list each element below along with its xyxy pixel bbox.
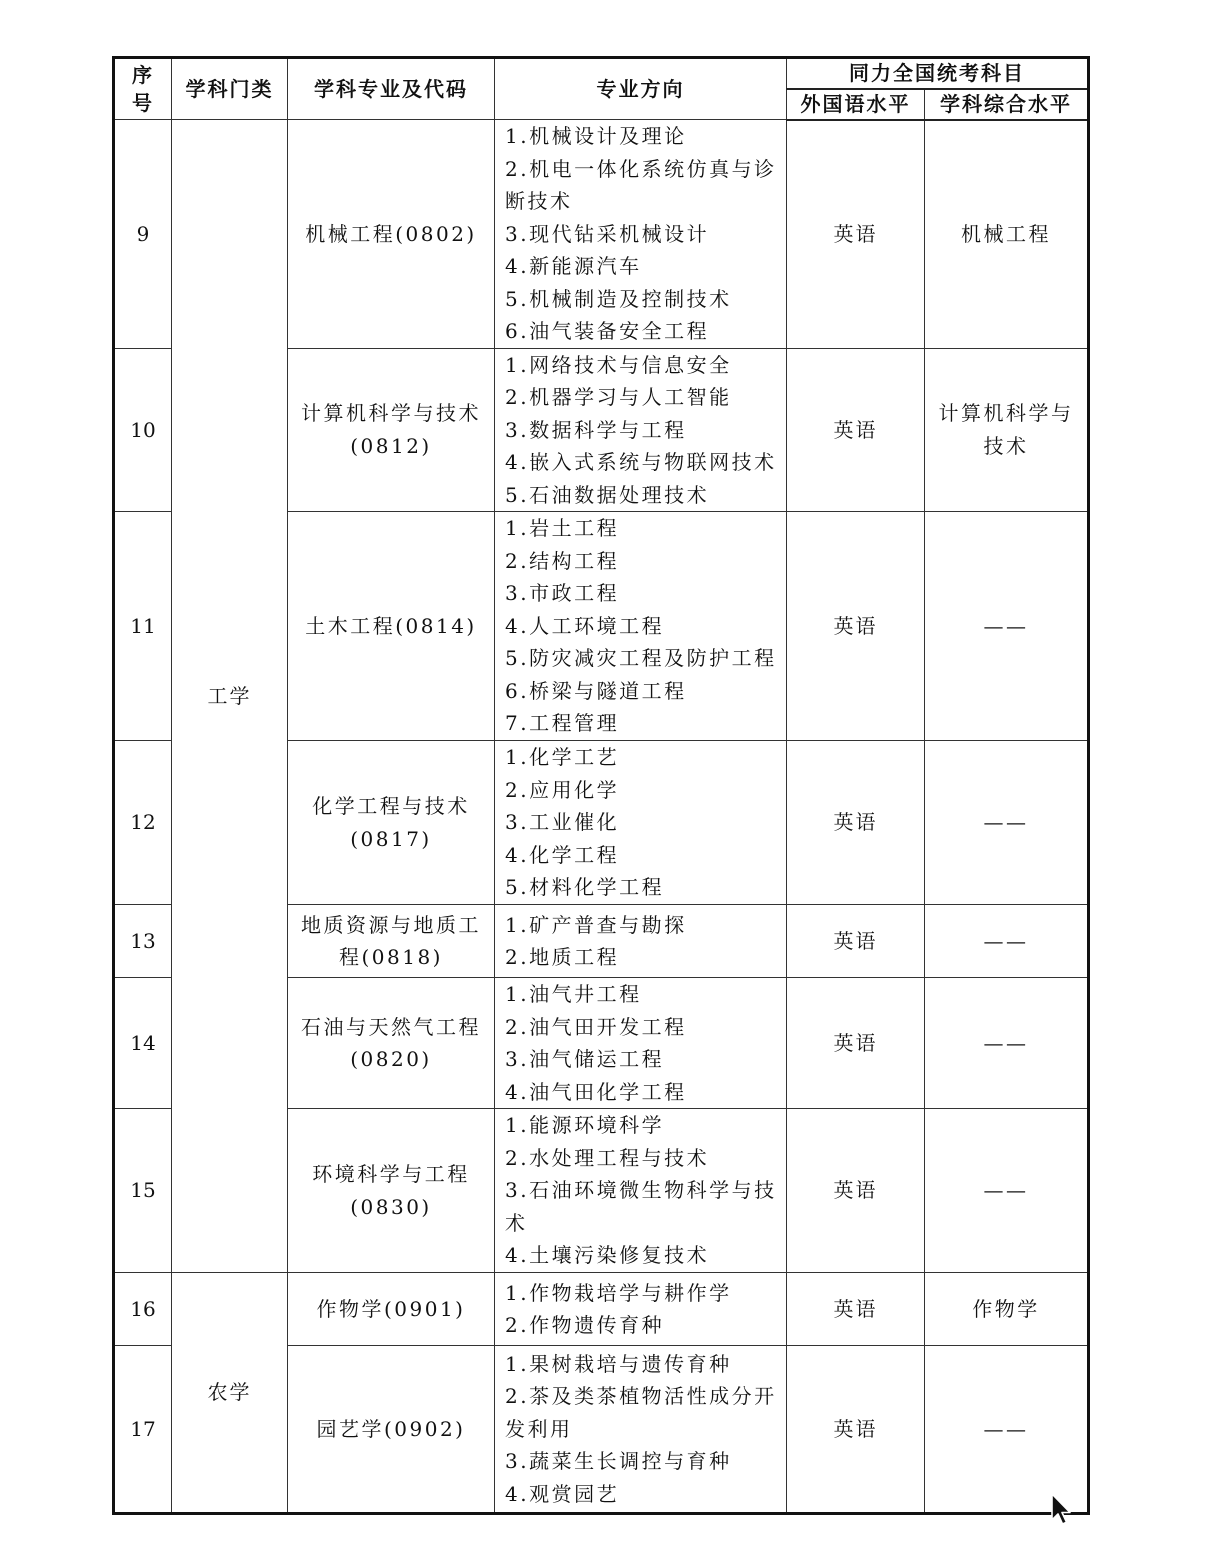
major-cell: 石油与天然气工程(0820) — [288, 978, 495, 1109]
major-cell: 计算机科学与技术(0812) — [288, 348, 495, 512]
direction-item: 2.应用化学 — [505, 777, 620, 802]
direction-item: 3.数据科学与工程 — [505, 417, 687, 442]
header-direction: 专业方向 — [495, 58, 787, 120]
major-cell: 作物学(0901) — [288, 1273, 495, 1346]
direction-item: 1.岩土工程 — [505, 516, 620, 541]
seq-cell: 12 — [114, 741, 172, 905]
major-cell: 环境科学与工程(0830) — [288, 1109, 495, 1273]
subject-cell: —— — [925, 741, 1089, 905]
major-cell: 土木工程(0814) — [288, 512, 495, 741]
language-cell: 英语 — [787, 512, 925, 741]
directions-cell — [495, 120, 787, 349]
direction-item: 3.市政工程 — [505, 581, 620, 606]
category-cell-agriculture: 农学 — [172, 1273, 288, 1514]
language-cell: 英语 — [787, 978, 925, 1109]
header-category: 学科门类 — [172, 58, 288, 120]
directions-cell — [495, 905, 787, 978]
direction-item: 2.地质工程 — [505, 945, 620, 969]
subject-cell: 计算机科学与技术 — [925, 348, 1089, 512]
subject-cell: —— — [925, 978, 1089, 1109]
mouse-pointer-icon — [1050, 1493, 1072, 1527]
direction-item: 1.化学工艺 — [505, 745, 620, 770]
direction-item: 5.石油数据处理技术 — [505, 482, 710, 507]
directions-cell — [495, 1346, 787, 1514]
direction-item: 4.人工环境工程 — [505, 613, 665, 638]
admissions-table — [112, 56, 1090, 1515]
language-cell: 英语 — [787, 741, 925, 905]
subject-cell: 作物学 — [925, 1273, 1089, 1346]
direction-item: 2.机器学习与人工智能 — [505, 385, 732, 409]
seq-cell: 13 — [114, 905, 172, 978]
directions-cell — [495, 512, 787, 741]
subject-cell: —— — [925, 905, 1089, 978]
header-comprehensive: 学科综合水平 — [925, 89, 1089, 120]
seq-cell: 15 — [114, 1109, 172, 1273]
language-cell: 英语 — [787, 1109, 925, 1273]
direction-item: 1.能源环境科学 — [505, 1113, 665, 1138]
seq-cell: 14 — [114, 978, 172, 1109]
seq-cell: 11 — [114, 512, 172, 741]
language-cell: 英语 — [787, 1346, 925, 1514]
direction-item: 5.防灾减灾工程及防护工程 — [505, 646, 777, 671]
table-row — [114, 120, 1089, 349]
direction-item: 5.材料化学工程 — [505, 875, 665, 900]
direction-item: 4.油气田化学工程 — [505, 1079, 687, 1104]
directions-cell — [495, 978, 787, 1109]
major-cell: 园艺学(0902) — [288, 1346, 495, 1514]
direction-item: 4.新能源汽车 — [505, 254, 642, 278]
header-foreign-language: 外国语水平 — [787, 89, 925, 120]
direction-item: 3.蔬菜生长调控与育种 — [505, 1449, 732, 1474]
direction-item: 4.观赏园艺 — [505, 1481, 620, 1506]
direction-item: 3.工业催化 — [505, 810, 620, 835]
language-cell: 英语 — [787, 1273, 925, 1346]
header-exam-group: 同力全国统考科目 — [787, 58, 1089, 89]
header-major: 学科专业及代码 — [288, 58, 495, 120]
direction-item: 4.嵌入式系统与物联网技术 — [505, 450, 777, 474]
language-cell: 英语 — [787, 348, 925, 512]
direction-item: 1.矿产普查与勘探 — [505, 912, 687, 937]
direction-item: 1.作物栽培学与耕作学 — [505, 1280, 732, 1305]
seq-cell: 16 — [114, 1273, 172, 1346]
direction-item: 5.机械制造及控制技术 — [505, 286, 732, 311]
subject-cell: —— — [925, 1109, 1089, 1273]
directions-cell — [495, 1273, 787, 1346]
direction-item: 1.机械设计及理论 — [505, 124, 687, 148]
major-cell: 地质资源与地质工程(0818) — [288, 905, 495, 978]
subject-cell: —— — [925, 512, 1089, 741]
major-cell: 化学工程与技术(0817) — [288, 741, 495, 905]
seq-cell: 17 — [114, 1346, 172, 1514]
direction-item: 6.桥梁与隧道工程 — [505, 678, 687, 703]
direction-item: 1.油气井工程 — [505, 982, 642, 1006]
subject-cell: 机械工程 — [925, 120, 1089, 349]
direction-item: 4.土壤污染修复技术 — [505, 1243, 710, 1268]
directions-cell — [495, 348, 787, 512]
subject-cell: —— — [925, 1346, 1089, 1514]
directions-cell — [495, 741, 787, 905]
directions-cell — [495, 1109, 787, 1273]
seq-cell: 10 — [114, 348, 172, 512]
direction-item: 3.石油环境微生物科学与技术 — [505, 1178, 777, 1235]
direction-item: 2.结构工程 — [505, 548, 620, 573]
direction-item: 1.果树栽培与遗传育种 — [505, 1351, 732, 1376]
category-cell-engineering: 工学 — [172, 120, 288, 1273]
direction-item: 4.化学工程 — [505, 842, 620, 867]
direction-item: 2.茶及类茶植物活性成分开发利用 — [505, 1384, 777, 1441]
language-cell: 英语 — [787, 905, 925, 978]
direction-item: 2.水处理工程与技术 — [505, 1145, 710, 1170]
language-cell: 英语 — [787, 120, 925, 349]
direction-item: 2.油气田开发工程 — [505, 1014, 687, 1039]
direction-item: 3.现代钻采机械设计 — [505, 221, 710, 246]
direction-item: 2.作物遗传育种 — [505, 1313, 665, 1337]
direction-item: 1.网络技术与信息安全 — [505, 352, 732, 377]
major-cell: 机械工程(0802) — [288, 120, 495, 349]
direction-item: 6.油气装备安全工程 — [505, 319, 710, 343]
direction-item: 2.机电一体化系统仿真与诊断技术 — [505, 156, 777, 213]
table-row — [114, 1273, 1089, 1346]
direction-item: 3.油气储运工程 — [505, 1047, 665, 1071]
header-seq: 序号 — [114, 58, 172, 120]
direction-item: 7.工程管理 — [505, 711, 620, 736]
seq-cell: 9 — [114, 120, 172, 349]
